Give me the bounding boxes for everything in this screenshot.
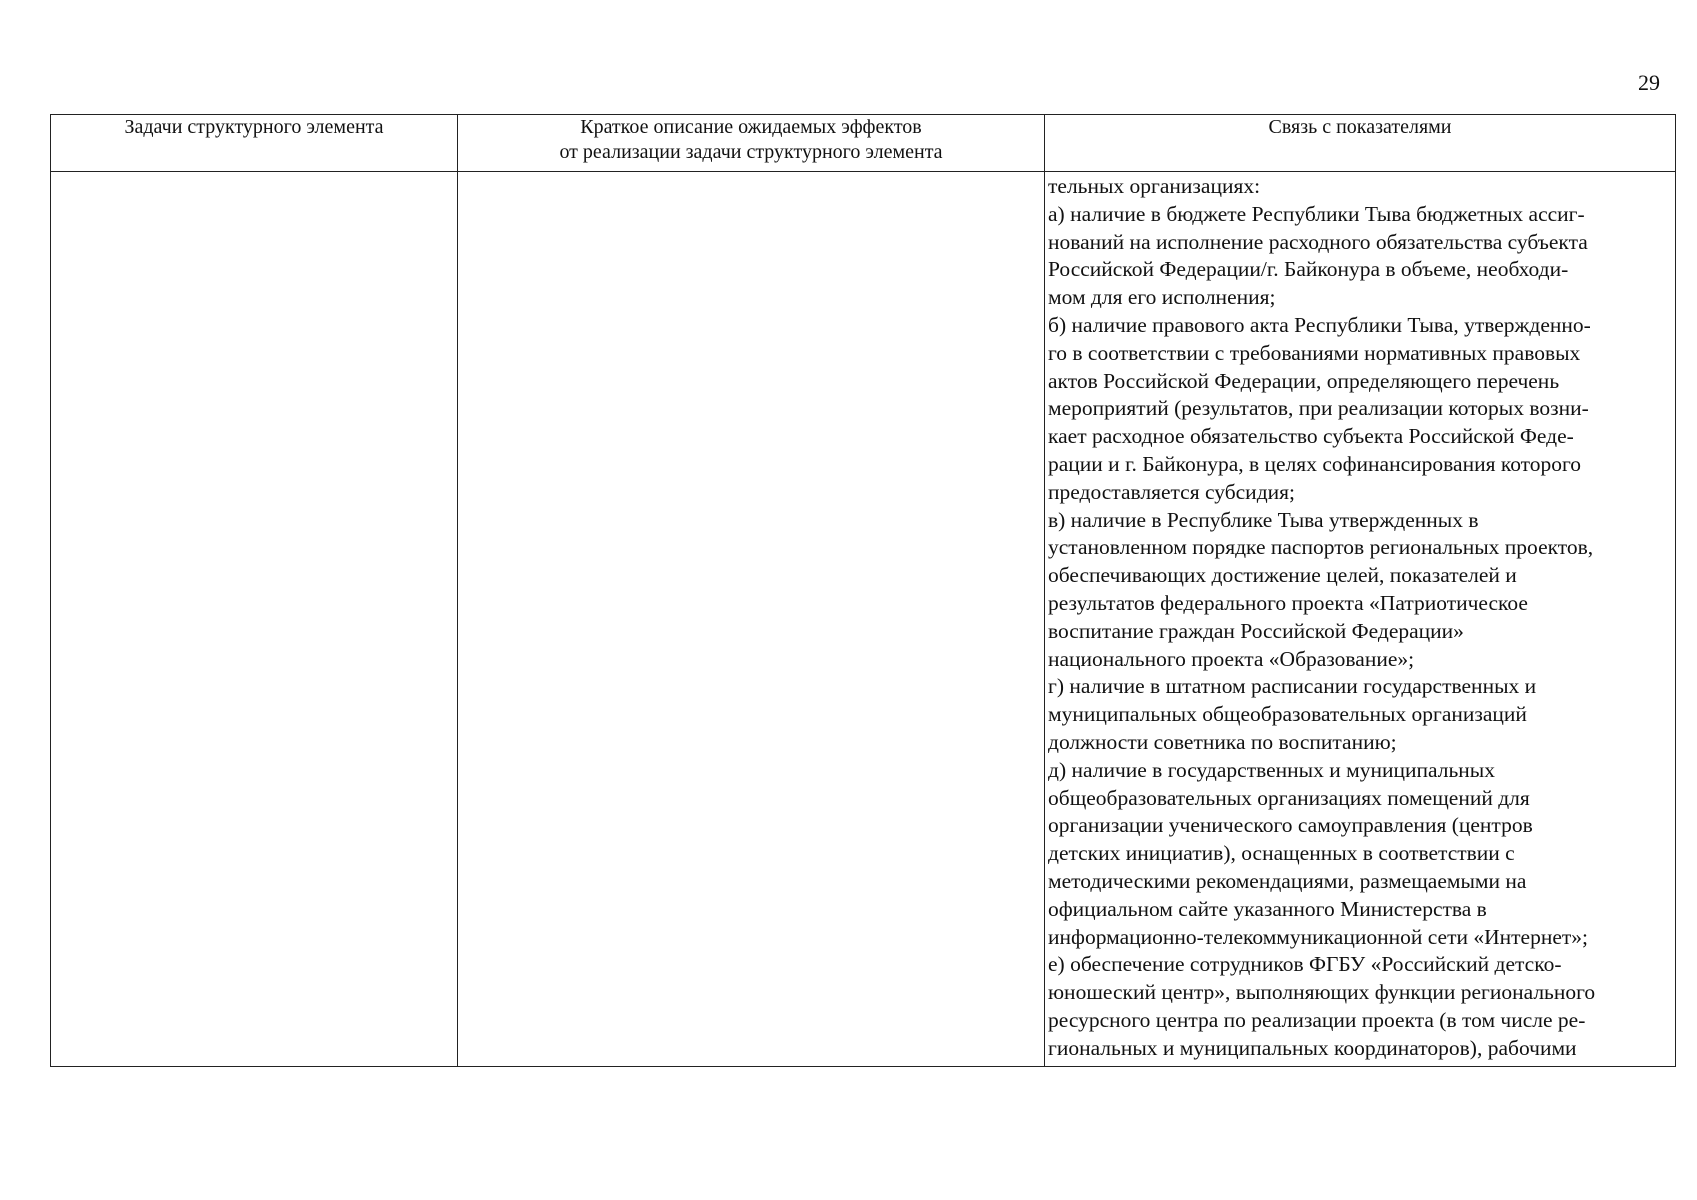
indicator-text-line: информационно-телекоммуникационной сети «Интернет»;	[1048, 924, 1589, 949]
header-effects	[458, 115, 1045, 172]
indicator-text-line: результатов федерального проекта «Патриотическое	[1048, 590, 1528, 615]
indicator-text-line: ресурсного центра по реализации проекта (в том числе ре-	[1048, 1007, 1586, 1032]
indicator-text-line: а) наличие в бюджете Республики Тыва бюджетных ассиг-	[1048, 201, 1585, 226]
indicator-text-line: установленном порядке паспортов региональных проектов,	[1048, 535, 1594, 560]
indicator-text-line: нований на исполнение расходного обязательства субъекта	[1048, 229, 1588, 254]
table-header-row	[51, 115, 1676, 172]
cell-effects	[458, 172, 1045, 1067]
indicator-text-line: должности советника по воспитанию;	[1048, 729, 1397, 754]
indicator-text-line: детских инициатив), оснащенных в соответствии с	[1048, 841, 1515, 866]
header-tasks	[51, 115, 458, 172]
indicator-text-line: мом для его исполнения;	[1048, 285, 1276, 310]
indicator-text-line: б) наличие правового акта Республики Тыва, утвержденно-	[1048, 312, 1591, 337]
indicator-text-line: муниципальных общеобразовательных организаций	[1048, 702, 1527, 727]
indicator-text-line: в) наличие в Республике Тыва утвержденных в	[1048, 507, 1479, 532]
indicator-text-line: методическими рекомендациями, размещаемыми на	[1048, 868, 1527, 893]
page-number: 29	[1638, 70, 1660, 95]
header-indicators-label: Связь с показателями	[1268, 116, 1452, 138]
cell-tasks	[51, 172, 458, 1067]
indicator-text-line: тельных организациях:	[1048, 174, 1261, 198]
indicator-text-line: рации и г. Байконура, в целях софинансирования которого	[1048, 451, 1582, 476]
table-row	[51, 172, 1676, 1067]
indicator-text-line: кает расходное обязательство субъекта Российской Феде-	[1048, 424, 1574, 449]
indicator-text-line: Российской Федерации/г. Байконура в объеме, необходи-	[1048, 257, 1569, 282]
indicator-text-line: д) наличие в государственных и муниципальных	[1048, 757, 1495, 782]
indicator-text-line: воспитание граждан Российской Федерации»	[1048, 618, 1464, 643]
indicator-text-line: е) обеспечение сотрудников ФГБУ «Российский детско-	[1048, 952, 1562, 977]
indicator-text-line: мероприятий (результатов, при реализации которых возни-	[1048, 396, 1589, 421]
indicator-text-line: организации ученического самоуправления (центров	[1048, 813, 1533, 838]
indicator-text-line: гиональных и муниципальных координаторов), рабочими	[1048, 1035, 1577, 1060]
indicator-text-line: общеобразовательных организациях помещений для	[1048, 785, 1530, 810]
indicator-text-line: официальном сайте указанного Министерства в	[1048, 896, 1487, 921]
indicator-text-line: го в соответствии с требованиями нормативных правовых	[1048, 340, 1581, 365]
header-effects-line-1: Краткое описание ожидаемых эффектов	[580, 116, 922, 138]
indicator-text-line: предоставляется субсидия;	[1048, 479, 1295, 504]
header-indicators	[1045, 115, 1676, 172]
indicator-text-line: актов Российской Федерации, определяющего перечень	[1048, 368, 1560, 393]
cell-indicators	[1045, 172, 1676, 1067]
indicator-text-line: национального проекта «Образование»;	[1048, 646, 1415, 671]
indicator-text-line: г) наличие в штатном расписании государственных и	[1048, 674, 1537, 699]
indicator-text-line: юношеский центр», выполняющих функции регионального	[1048, 980, 1596, 1005]
header-effects-line-2: от реализации задачи структурного элемента	[559, 141, 943, 163]
indicator-text-line: обеспечивающих достижение целей, показателей и	[1048, 563, 1517, 588]
document-table	[50, 114, 1676, 1067]
header-tasks-label: Задачи структурного элемента	[124, 116, 384, 138]
indicator-text	[1045, 172, 1675, 1063]
